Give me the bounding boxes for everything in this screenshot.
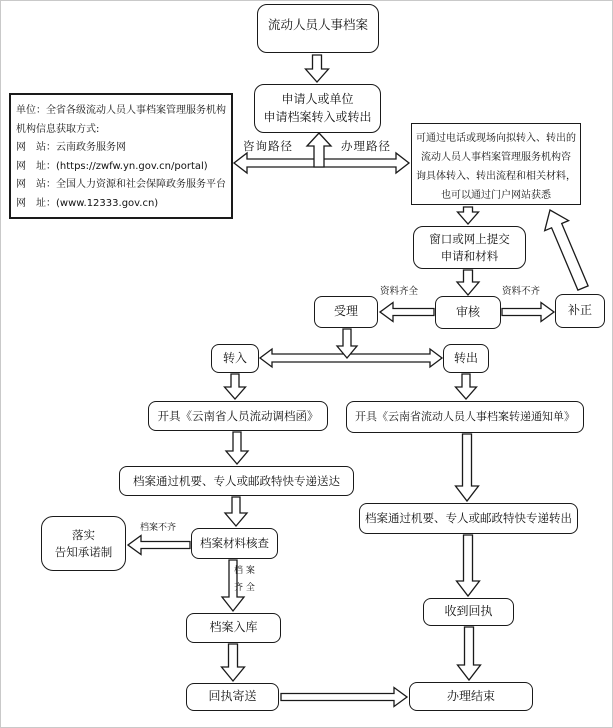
node-receive-receipt bbox=[423, 598, 514, 626]
node-receive-receipt-label: 收到回执 bbox=[444, 604, 493, 619]
consult-info-line1: 可通过电话或现场向拟转入、转出的 bbox=[416, 133, 576, 144]
agency-info-line1: 单位：全省各级流动人员人事档案管理服务机构 bbox=[16, 105, 226, 116]
node-promise bbox=[41, 516, 126, 571]
agency-info-website2: 网 站：全国人力资源和社会保障政务服务平台 bbox=[16, 179, 226, 191]
node-correct-label: 补正 bbox=[567, 303, 592, 318]
agency-info-website1: 网 站：云南政务服务网 bbox=[16, 142, 126, 154]
node-letter-label: 开具《云南省人员流动调档函》 bbox=[157, 408, 319, 423]
edge-label-file-incomplete: 档案不齐 bbox=[140, 523, 177, 533]
agency-info-url1: 网 址：(https://zwfw.yn.gov.cn/portal) bbox=[16, 160, 208, 172]
node-personnel-file-title bbox=[257, 4, 379, 53]
edge-label-file-complete-line2: 齐 全 bbox=[234, 583, 255, 593]
node-correct bbox=[555, 294, 605, 328]
arrow-check-to-promise bbox=[128, 536, 190, 555]
edge-label-material-complete: 资料齐全 bbox=[380, 286, 419, 297]
arrow-deliver-to-check bbox=[225, 497, 247, 526]
node-check bbox=[191, 528, 278, 559]
node-send-receipt bbox=[186, 683, 279, 711]
edge-label-material-incomplete: 资料不齐 bbox=[502, 286, 541, 297]
consult-info-line2: 流动人员人事档案管理服务机构咨 bbox=[421, 152, 571, 163]
node-review-label: 审核 bbox=[455, 304, 480, 319]
node-promise-line1: 落实 bbox=[72, 527, 95, 542]
arrow-send-to-finish bbox=[281, 688, 407, 707]
consult-info-line4: 也可以通过门户网站获悉 bbox=[441, 190, 551, 201]
node-transfer-in bbox=[211, 344, 259, 373]
node-apply-line2: 申请档案转入或转出 bbox=[263, 109, 372, 124]
node-accept-label: 受理 bbox=[333, 304, 358, 319]
node-transfer-in-label: 转入 bbox=[222, 350, 247, 365]
consult-info-line3: 询具体转入、转出流程和相关材料， bbox=[416, 171, 576, 182]
arrow-submit-to-review bbox=[457, 270, 479, 295]
node-transfer-send bbox=[359, 503, 578, 534]
edge-label-file-complete-line1: 档 案 bbox=[234, 566, 255, 576]
node-promise-line2: 告知承诺制 bbox=[54, 544, 113, 559]
edge-label-consult-path: 咨询路径 bbox=[243, 139, 293, 153]
node-accept bbox=[314, 296, 378, 328]
node-store bbox=[186, 613, 281, 643]
node-apply bbox=[254, 84, 381, 133]
node-store-label: 档案入库 bbox=[209, 620, 258, 635]
arrow-receipt-to-finish bbox=[458, 627, 481, 680]
arrow-info-to-submit bbox=[458, 207, 479, 224]
node-apply-line1: 申请人或单位 bbox=[281, 92, 354, 107]
arrow-store-to-send bbox=[222, 644, 245, 681]
node-submit-line2: 申请和材料 bbox=[440, 248, 499, 263]
arrow-letter-to-deliver bbox=[226, 432, 248, 464]
node-agency-info bbox=[9, 93, 233, 219]
node-title-label: 流动人员人事档案 bbox=[267, 17, 368, 32]
node-notice-label: 开具《云南省流动人员人事档案转递通知单》 bbox=[355, 410, 575, 424]
node-transfer-out-label: 转出 bbox=[453, 350, 478, 365]
node-notice bbox=[346, 401, 584, 433]
arrow-in-down bbox=[225, 374, 246, 399]
node-finish bbox=[409, 682, 533, 711]
arrow-review-to-accept bbox=[380, 303, 434, 322]
arrow-out-down bbox=[456, 374, 477, 399]
agency-info-url2: 网 址：(www.12333.gov.cn) bbox=[16, 197, 159, 209]
edge-label-handle-path: 办理路径 bbox=[341, 139, 391, 153]
arrow-notice-to-transfer bbox=[456, 434, 479, 501]
arrow-title-to-apply bbox=[306, 55, 329, 82]
node-submit-line1: 窗口或网上提交 bbox=[429, 231, 510, 246]
node-check-label: 档案材料核查 bbox=[200, 536, 269, 551]
node-deliver-label: 档案通过机要、专人或邮政特快专递送达 bbox=[133, 473, 340, 488]
node-send-receipt-label: 回执寄送 bbox=[208, 689, 257, 704]
node-letter bbox=[148, 401, 328, 431]
node-consult-info bbox=[411, 123, 581, 205]
arrow-transfer-to-receipt bbox=[457, 535, 480, 596]
node-transfer-out bbox=[443, 344, 489, 373]
node-submit bbox=[413, 226, 526, 269]
arrow-review-to-correct bbox=[502, 303, 554, 322]
node-finish-label: 办理结束 bbox=[446, 688, 495, 703]
node-review bbox=[435, 296, 501, 329]
arrow-correct-to-info bbox=[545, 210, 588, 290]
node-deliver bbox=[119, 466, 354, 496]
node-transfer-send-label: 档案通过机要、专人或邮政特快专递转出 bbox=[365, 511, 572, 526]
agency-info-line2: 机构信息获取方式: bbox=[16, 123, 100, 135]
